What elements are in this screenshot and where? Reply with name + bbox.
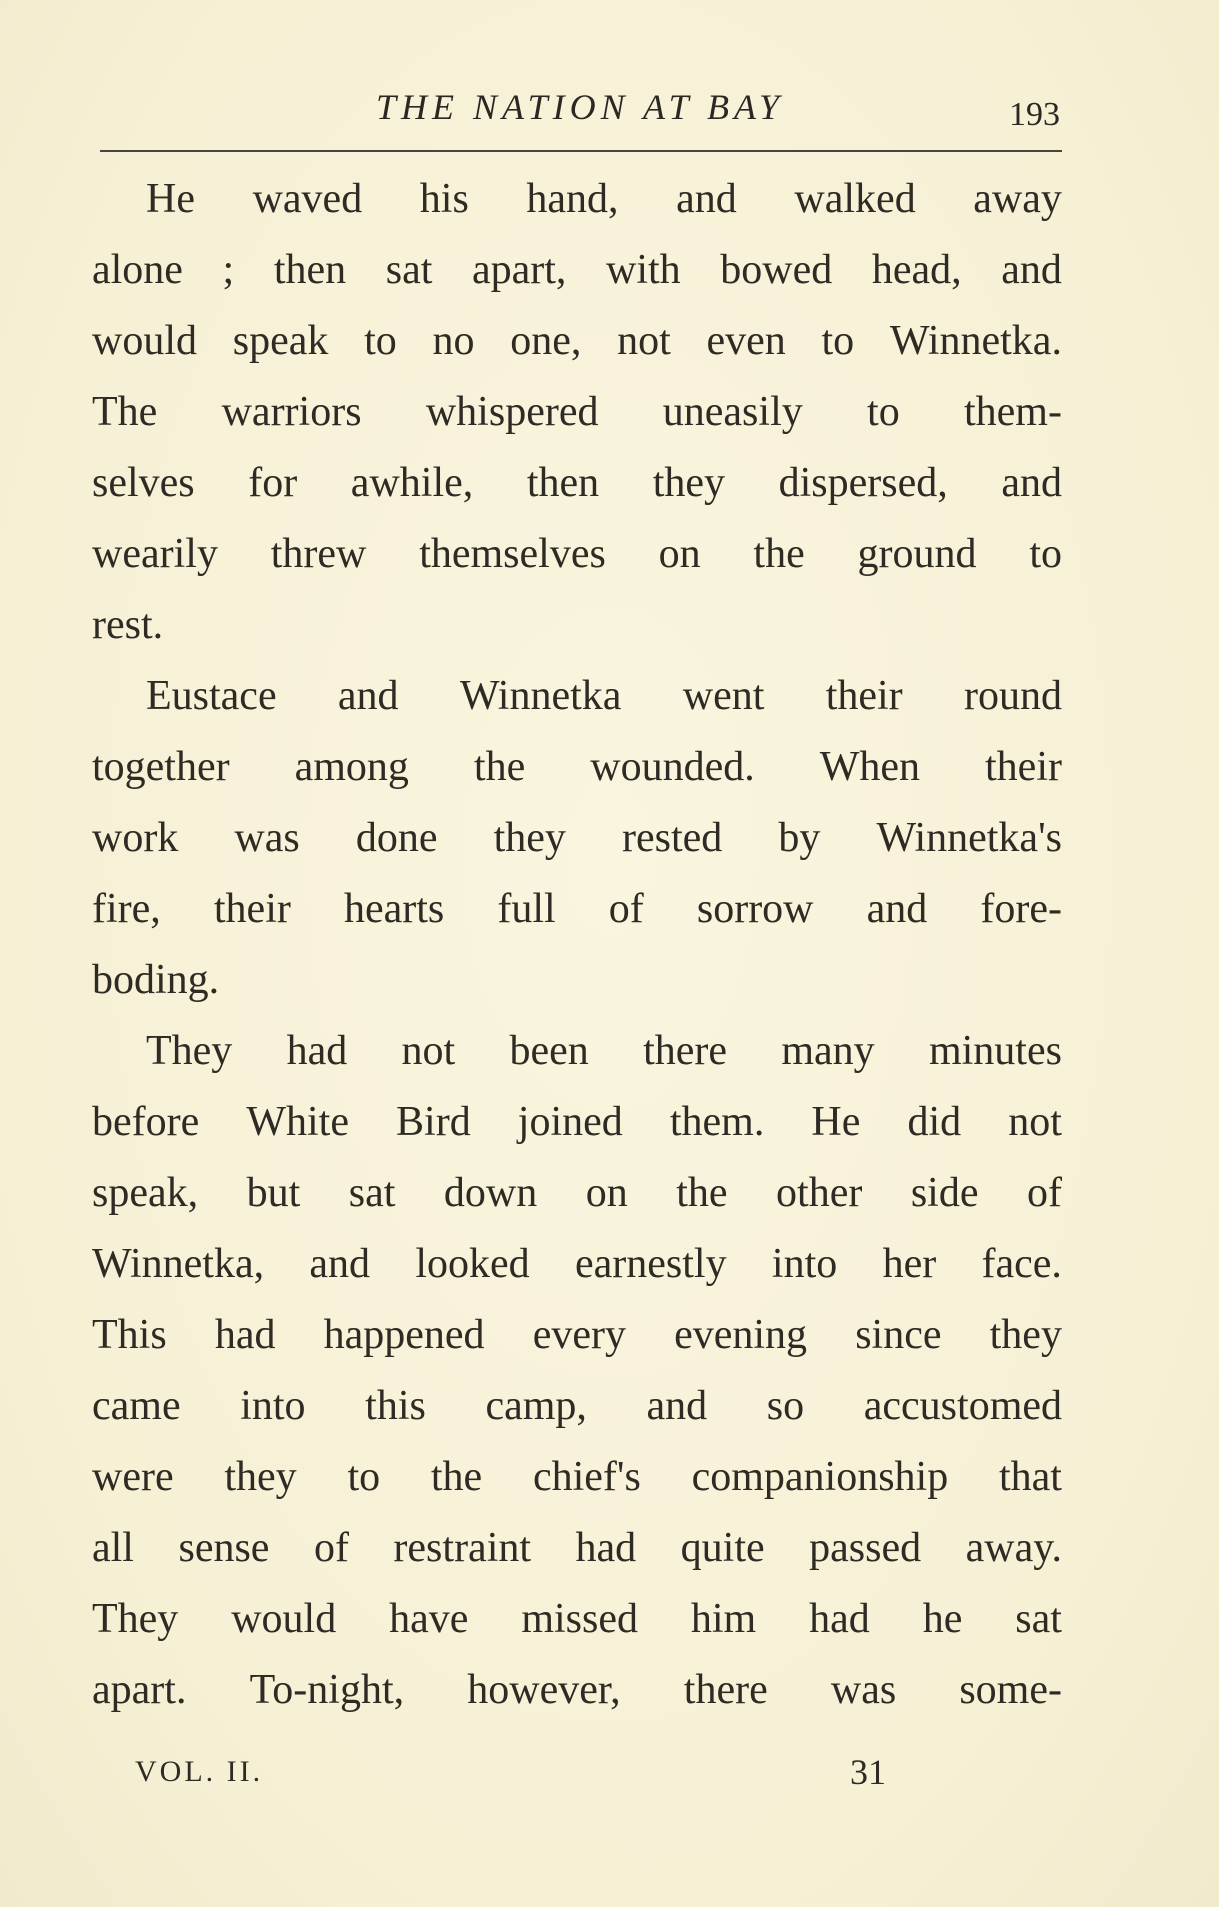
word: Bird [396, 1099, 471, 1145]
word: to [364, 318, 397, 364]
word: had [214, 1312, 276, 1358]
word: He [146, 176, 195, 222]
word: wearily [92, 531, 218, 577]
word: was [234, 815, 300, 861]
word: then [273, 247, 347, 293]
text-line [92, 732, 1062, 803]
word: White [246, 1099, 349, 1145]
word: happened [323, 1312, 485, 1358]
word: minutes [928, 1028, 1062, 1074]
word: of [1026, 1170, 1062, 1216]
text-line [92, 1584, 1062, 1655]
word: He [811, 1099, 861, 1145]
word: awhile, [350, 460, 474, 506]
word: evening [674, 1312, 808, 1358]
word: full [497, 886, 556, 932]
word: The [92, 389, 158, 435]
word: ground [857, 531, 977, 577]
word: sat [385, 247, 433, 293]
text-line [92, 1087, 1062, 1158]
text-line [92, 306, 1062, 377]
word: threw [270, 531, 367, 577]
word: so [766, 1383, 805, 1429]
header-rule [100, 150, 1062, 152]
word: work [92, 815, 179, 861]
word: face. [981, 1241, 1062, 1287]
word: of [608, 886, 644, 932]
word: even [706, 318, 786, 364]
word: then [526, 460, 600, 506]
word: would [231, 1596, 337, 1642]
word: speak, [92, 1170, 199, 1216]
word: came [92, 1383, 181, 1429]
signature-volume: VOL. II. [135, 1755, 264, 1788]
word: and [676, 176, 737, 222]
word: had [809, 1596, 870, 1642]
word: done [355, 815, 438, 861]
word: and [646, 1383, 708, 1429]
word: him [690, 1596, 757, 1642]
text-line [92, 1229, 1062, 1300]
running-head [100, 86, 1060, 136]
word: and [866, 886, 928, 932]
text-line [92, 590, 1062, 661]
word: into [240, 1383, 306, 1429]
signature-number: 31 [850, 1752, 886, 1792]
word: themselves [419, 531, 606, 577]
text-line [92, 519, 1062, 590]
word: When [819, 744, 921, 790]
word: to [867, 389, 900, 435]
word: all [92, 1525, 134, 1571]
text-line [92, 235, 1062, 306]
word: on [585, 1170, 628, 1216]
word: they [224, 1454, 297, 1500]
word: uneasily [662, 389, 803, 435]
page-number: 193 [1009, 96, 1060, 133]
word: warriors [221, 389, 362, 435]
word: he [922, 1596, 963, 1642]
word: their [213, 886, 291, 932]
word: and [1001, 247, 1062, 293]
word: camp, [485, 1383, 587, 1429]
word: not [1008, 1099, 1062, 1145]
text-line [92, 164, 1062, 235]
word: alone [92, 247, 183, 293]
word: before [92, 1099, 200, 1145]
word: down [443, 1170, 538, 1216]
word: whispered [425, 389, 599, 435]
text-line [92, 1513, 1062, 1584]
word: joined [517, 1099, 623, 1145]
word: rest. [92, 602, 164, 648]
word: to [1029, 531, 1062, 577]
word: accustomed [863, 1383, 1062, 1429]
text-line [92, 661, 1062, 732]
word: them- [964, 389, 1062, 435]
word: missed [521, 1596, 638, 1642]
word: waved [252, 176, 363, 222]
word: Winnetka, [92, 1241, 265, 1287]
word: her [882, 1241, 937, 1287]
word: and [1001, 460, 1062, 506]
word: This [92, 1312, 167, 1358]
word: was [830, 1667, 897, 1713]
text-line [92, 1300, 1062, 1371]
word: the [676, 1170, 728, 1216]
word: away. [965, 1525, 1062, 1571]
word: on [658, 531, 701, 577]
word: into [771, 1241, 838, 1287]
word: had [286, 1028, 348, 1074]
word: round [963, 673, 1062, 719]
word: since [855, 1312, 942, 1358]
word: the [473, 744, 526, 790]
word: they [493, 815, 566, 861]
word: they [989, 1312, 1062, 1358]
word: apart, [471, 247, 567, 293]
word: some- [959, 1667, 1062, 1713]
word: earnestly [575, 1241, 727, 1287]
word: dispersed, [778, 460, 948, 506]
body-text [92, 164, 1062, 1726]
word: Winnetka's [876, 815, 1062, 861]
word: wounded. [590, 744, 755, 790]
word: by [778, 815, 821, 861]
word: restraint [393, 1525, 532, 1571]
text-line [92, 1655, 1062, 1726]
word: sat [348, 1170, 396, 1216]
word: with [606, 247, 681, 293]
word: did [907, 1099, 962, 1145]
word: walked [794, 176, 916, 222]
word: sorrow [696, 886, 814, 932]
text-line [92, 377, 1062, 448]
word: been [509, 1028, 589, 1074]
word: apart. [92, 1667, 187, 1713]
word: one, [510, 318, 582, 364]
word: there [683, 1667, 768, 1713]
word: to [821, 318, 855, 364]
word: not [401, 1028, 456, 1074]
text-line [92, 803, 1062, 874]
word: this [365, 1383, 426, 1429]
word: Winnetka. [889, 318, 1062, 364]
word: many [781, 1028, 875, 1074]
text-line [92, 448, 1062, 519]
word: there [643, 1028, 728, 1074]
word: were [92, 1454, 174, 1500]
word: and [337, 673, 399, 719]
word: for [248, 460, 298, 506]
word: his [419, 176, 469, 222]
text-line [92, 1442, 1062, 1513]
word: bowed [720, 247, 833, 293]
word: them. [669, 1099, 765, 1145]
word: went [682, 673, 765, 719]
word: their [985, 744, 1062, 790]
text-line [92, 945, 1062, 1016]
word: quite [680, 1525, 765, 1571]
word: among [294, 744, 409, 790]
word: looked [415, 1241, 530, 1287]
word: of [313, 1525, 349, 1571]
page-footer [135, 1752, 935, 1805]
text-line [92, 1371, 1062, 1442]
running-title: THE NATION AT BAY [375, 87, 785, 127]
word: They [146, 1028, 233, 1074]
word: speak [232, 318, 329, 364]
word: other [776, 1170, 863, 1216]
word: hand, [526, 176, 619, 222]
word: selves [92, 460, 195, 506]
word: their [825, 673, 903, 719]
word: however, [467, 1667, 621, 1713]
word: companionship [691, 1454, 949, 1500]
word: sense [178, 1525, 270, 1571]
text-line [92, 1158, 1062, 1229]
word: every [532, 1312, 626, 1358]
word: together [92, 744, 230, 790]
word: had [575, 1525, 637, 1571]
word: fire, [92, 886, 161, 932]
word: they [652, 460, 726, 506]
word: and [309, 1241, 371, 1287]
word: side [910, 1170, 979, 1216]
word: fore- [980, 886, 1062, 932]
word: rested [622, 815, 723, 861]
word: Winnetka [459, 673, 622, 719]
word: no [432, 318, 475, 364]
word: chief's [532, 1454, 641, 1500]
word: boding. [92, 957, 220, 1003]
word: They [92, 1596, 179, 1642]
word: the [753, 531, 805, 577]
word: ; [222, 247, 235, 293]
word: would [92, 318, 197, 364]
word: have [389, 1596, 469, 1642]
word: that [999, 1454, 1062, 1500]
word: away [973, 176, 1062, 222]
word: passed [809, 1525, 922, 1571]
word: hearts [343, 886, 445, 932]
word: not [617, 318, 671, 364]
word: To-night, [249, 1667, 405, 1713]
word: but [246, 1170, 301, 1216]
word: the [430, 1454, 483, 1500]
word: sat [1015, 1596, 1062, 1642]
word: head, [871, 247, 962, 293]
word: to [347, 1454, 381, 1500]
text-line [92, 1016, 1062, 1087]
word: Eustace [146, 673, 277, 719]
text-line [92, 874, 1062, 945]
